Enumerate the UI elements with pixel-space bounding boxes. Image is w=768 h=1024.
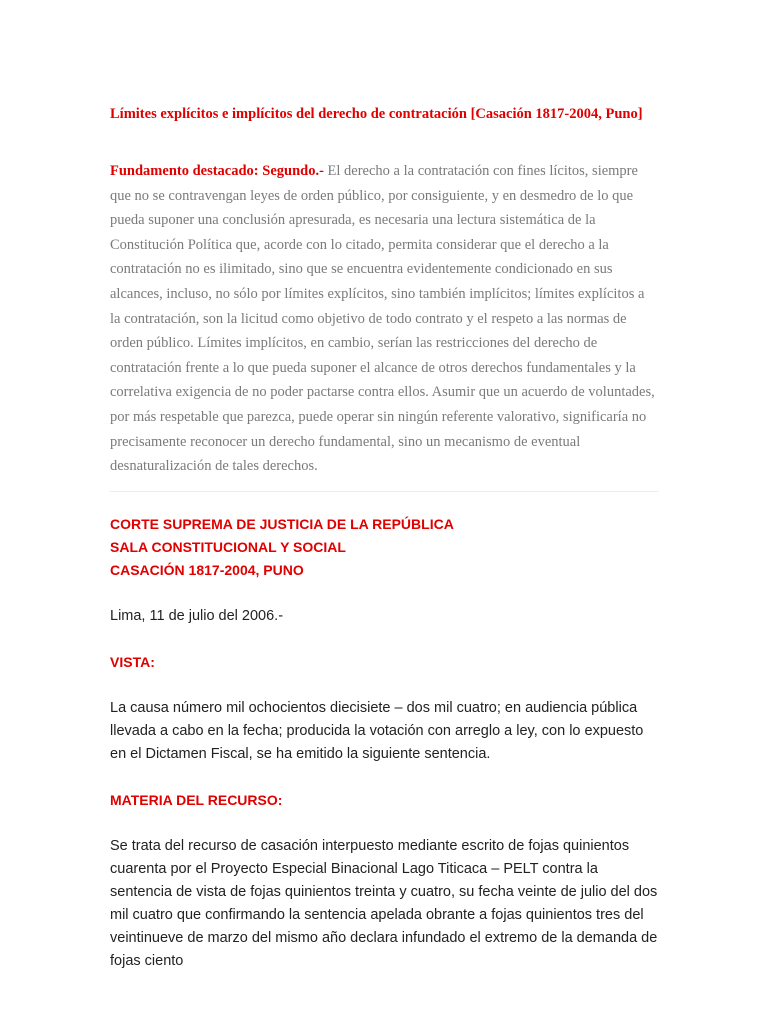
vista-heading: VISTA:	[110, 653, 155, 670]
court-name: CORTE SUPREMA DE JUSTICIA DE LA REPÚBLICA	[110, 515, 454, 532]
document-date: Lima, 11 de julio del 2006.-	[110, 607, 284, 624]
court-chamber: SALA CONSTITUCIONAL Y SOCIAL	[110, 538, 346, 555]
materia-heading: MATERIA DEL RECURSO:	[110, 791, 283, 808]
vista-paragraph: La causa número mil ochocientos diecisiete – dos mil cuatro; en audiencia pública llevada a cabo en la fecha; producida la votación con arreglo a ley, con lo expuesto en el Dictamen Fiscal, se ha emitido la siguiente sentencia.	[110, 699, 644, 762]
case-number: CASACIÓN 1817-2004, PUNO	[110, 561, 304, 578]
document-page	[110, 103, 658, 973]
materia-paragraph: Se trata del recurso de casación interpuesto mediante escrito de fojas quinientos cuarenta por el Proyecto Especial Binacional Lago Titicaca – PELT contra la sentencia de vista de fojas quinientos treinta y cuatro, su fecha veinte de julio del dos mil cuatro que confirmando la sentencia apelada obrante a fojas quinientos tres del veintinueve de marzo del mismo año declara infundado el extremo de la demanda de fojas ciento	[110, 837, 658, 969]
excerpt-lead: Fundamento destacado: Segundo.-	[110, 163, 324, 179]
excerpt-text: El derecho a la contratación con fines lícitos, siempre que no se contravengan leyes de orden público, por consiguiente, y en desmedro de lo que pueda suponer una conclusión apresurada, es necesaria una lectura sistemática de la Constitución Política que, acorde con lo citado, permita considerar que el derecho a la contratación no es ilimitado, sino que se encuentra evidentemente condicionado en sus alcances, incluso, no sólo por límites explícitos, sino también implícitos; límites explícitos a la contratación, son la licitud como objetivo de todo contrato y el respeto a las normas de orden público. Límites implícitos, en cambio, serían las restricciones del derecho de contratación frente a lo que pueda suponer el alcance de otros derechos fundamentales y la correlativa exigencia de no poder pactarse contra ellos. Asumir que un acuerdo de voluntades, por más respetable que parezca, puede operar sin ningún referente valorativo, significaría no precisamente reconocer un derecho fundamental, sino un mecanismo de eventual desnaturalización de tales derechos.	[110, 163, 655, 475]
court-header	[110, 513, 658, 582]
highlighted-excerpt	[110, 159, 658, 479]
section-divider	[110, 491, 658, 492]
document-title: Límites explícitos e implícitos del derecho de contratación [Casación 1817-2004, Puno]	[110, 106, 643, 122]
